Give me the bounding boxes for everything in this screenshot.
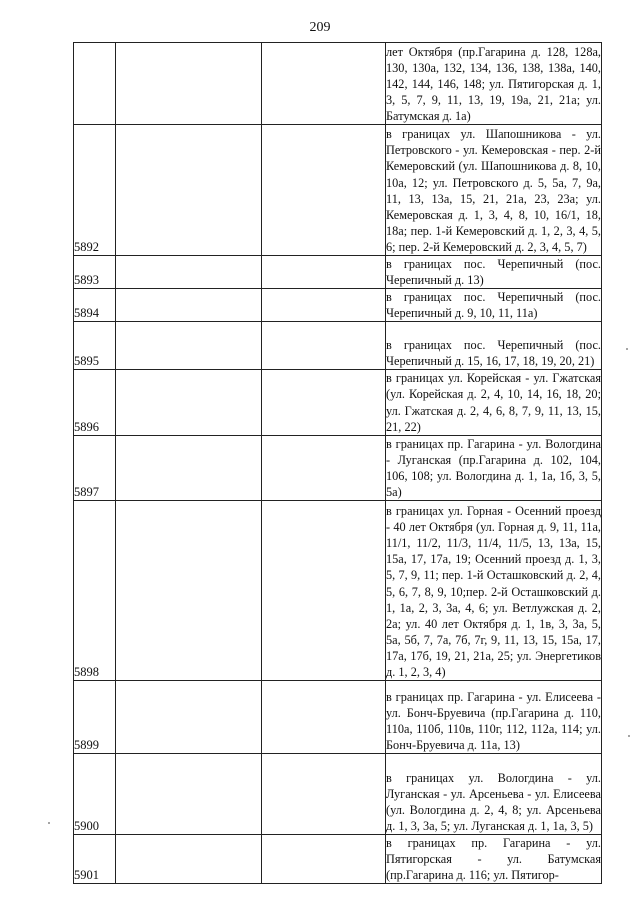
empty-cell [116, 754, 262, 835]
empty-cell [262, 289, 386, 322]
empty-cell [262, 681, 386, 754]
row-number: 5895 [74, 322, 116, 370]
table-row [74, 501, 602, 681]
address-description: в границах пр. Гагарина - ул. Елисеева - ул. Бонч-Бруевича (пр.Гагарина д. 110, 110а, 110б, 110в, 110г, 112, 112а, 114; ул. Бонч-Бруевича д. 11а, 13) [386, 681, 602, 754]
row-number: 5901 [74, 835, 116, 884]
empty-cell [116, 370, 262, 435]
table-row [74, 681, 602, 754]
scan-speck [626, 348, 628, 350]
row-number [74, 43, 116, 125]
table-row [74, 435, 602, 500]
row-number: 5896 [74, 370, 116, 435]
table-row [74, 43, 602, 125]
empty-cell [116, 681, 262, 754]
table-row [74, 256, 602, 289]
page-number: 209 [309, 20, 331, 35]
empty-cell [262, 43, 386, 125]
empty-cell [262, 370, 386, 435]
row-number: 5892 [74, 125, 116, 256]
table-row [74, 370, 602, 435]
address-description: в границах ул. Корейская - ул. Гжатская (ул. Корейская д. 2, 4, 10, 14, 16, 18, 20; ул. Гжатская д. 2, 4, 6, 8, 7, 9, 11, 13, 15, 21, 22) [386, 371, 601, 434]
empty-cell [262, 501, 386, 681]
address-description: в границах пос. Черепичный (пос. Черепичный д. 9, 10, 11, 11а) [386, 290, 601, 321]
row-number: 5893 [74, 256, 116, 289]
row-number: 5897 [74, 435, 116, 500]
empty-cell [116, 289, 262, 322]
empty-cell [262, 322, 386, 370]
empty-cell [116, 501, 262, 681]
empty-cell [262, 835, 386, 884]
empty-cell [116, 435, 262, 500]
empty-cell [262, 256, 386, 289]
scan-speck [628, 735, 630, 737]
row-number: 5898 [74, 501, 116, 681]
table-row [74, 835, 602, 884]
row-number: 5894 [74, 289, 116, 322]
empty-cell [262, 125, 386, 256]
scan-speck [48, 822, 50, 824]
empty-cell [116, 835, 262, 884]
empty-cell [116, 256, 262, 289]
address-description: в границах пос. Черепичный (пос. Черепичный д. 15, 16, 17, 18, 19, 20, 21) [386, 322, 602, 370]
row-number: 5900 [74, 754, 116, 835]
polling-stations-table [73, 42, 602, 884]
table-row [74, 125, 602, 256]
address-description: в границах ул. Вологдина - ул. Луганская - ул. Арсеньева - ул. Елисеева (ул. Вологдина д. 2, 4, 8; ул. Арсеньева д. 1, 3, 3а, 5; ул. Луганская д. 1, 1а, 3, 5) [386, 754, 602, 835]
table-row [74, 322, 602, 370]
address-description: в границах пос. Черепичный (пос. Черепичный д. 13) [386, 257, 601, 288]
empty-cell [262, 754, 386, 835]
empty-cell [262, 435, 386, 500]
empty-cell [116, 125, 262, 256]
table-row [74, 754, 602, 835]
empty-cell [116, 322, 262, 370]
address-description: в границах ул. Шапошникова - ул. Петровского - ул. Кемеровская - пер. 2-й Кемеровский (ул. Шапошникова д. 8, 10, 10а, 12; ул. Петровского д. 5, 5а, 7, 9а, 11, 13, 13а, 15, 21, 21а, 23, 23а; ул. Кемеровская д. 1, 3, 4, 8, 10, 16/1, 18, 18а; пер. 1-й Кемеровский д. 1, 2, 3, 4, 5, 6; пер. 2-й Кемеровский д. 2, 3, 4, 5, 7) [386, 125, 602, 256]
address-description: в границах пр. Гагарина - ул. Пятигорская - ул. Батумская (пр.Гагарина д. 116; ул. Пятигор- [386, 836, 601, 883]
address-description: лет Октября (пр.Гагарина д. 128, 128а, 130, 130а, 132, 134, 136, 138, 138а, 140, 142, 144, 146, 148; ул. Пятигорская д. 1, 3, 5, 7, 9, 11, 13, 19, 19а, 21, 21а; ул. Батумская д. 1а) [386, 43, 602, 125]
address-description: в границах пр. Гагарина - ул. Вологдина - Луганская (пр.Гагарина д. 102, 104, 106, 108; ул. Вологдина д. 1, 1а, 1б, 3, 5, 5а) [386, 436, 601, 500]
table-row [74, 289, 602, 322]
row-number: 5899 [74, 681, 116, 754]
address-description: в границах ул. Горная - Осенний проезд - 40 лет Октября (ул. Горная д. 9, 11, 11а, 11/1, 11/2, 11/3, 11/4, 11/5, 13, 13а, 15, 15а, 17, 17а, 19; Осенний проезд д. 1, 3, 5, 7, 9, 11; пер. 1-й Осташковский д. 2, 4, 5, 6, 7, 8, 9, 10;пер. 2-й Осташковский д. 1, 1а, 2, 3, 3а, 4, 6; ул. Ветлужская д. 2, 2а; ул. 40 лет Октября д. 1, 1в, 3, 3а, 5, 5а, 5б, 7, 7а, 7б, 7г, 9, 11, 13, 15, 15а, 17, 17а, 17б, 19, 21, 21а, 25; ул. Энергетиков д. 1, 2, 3, 4) [386, 501, 602, 681]
empty-cell [116, 43, 262, 125]
